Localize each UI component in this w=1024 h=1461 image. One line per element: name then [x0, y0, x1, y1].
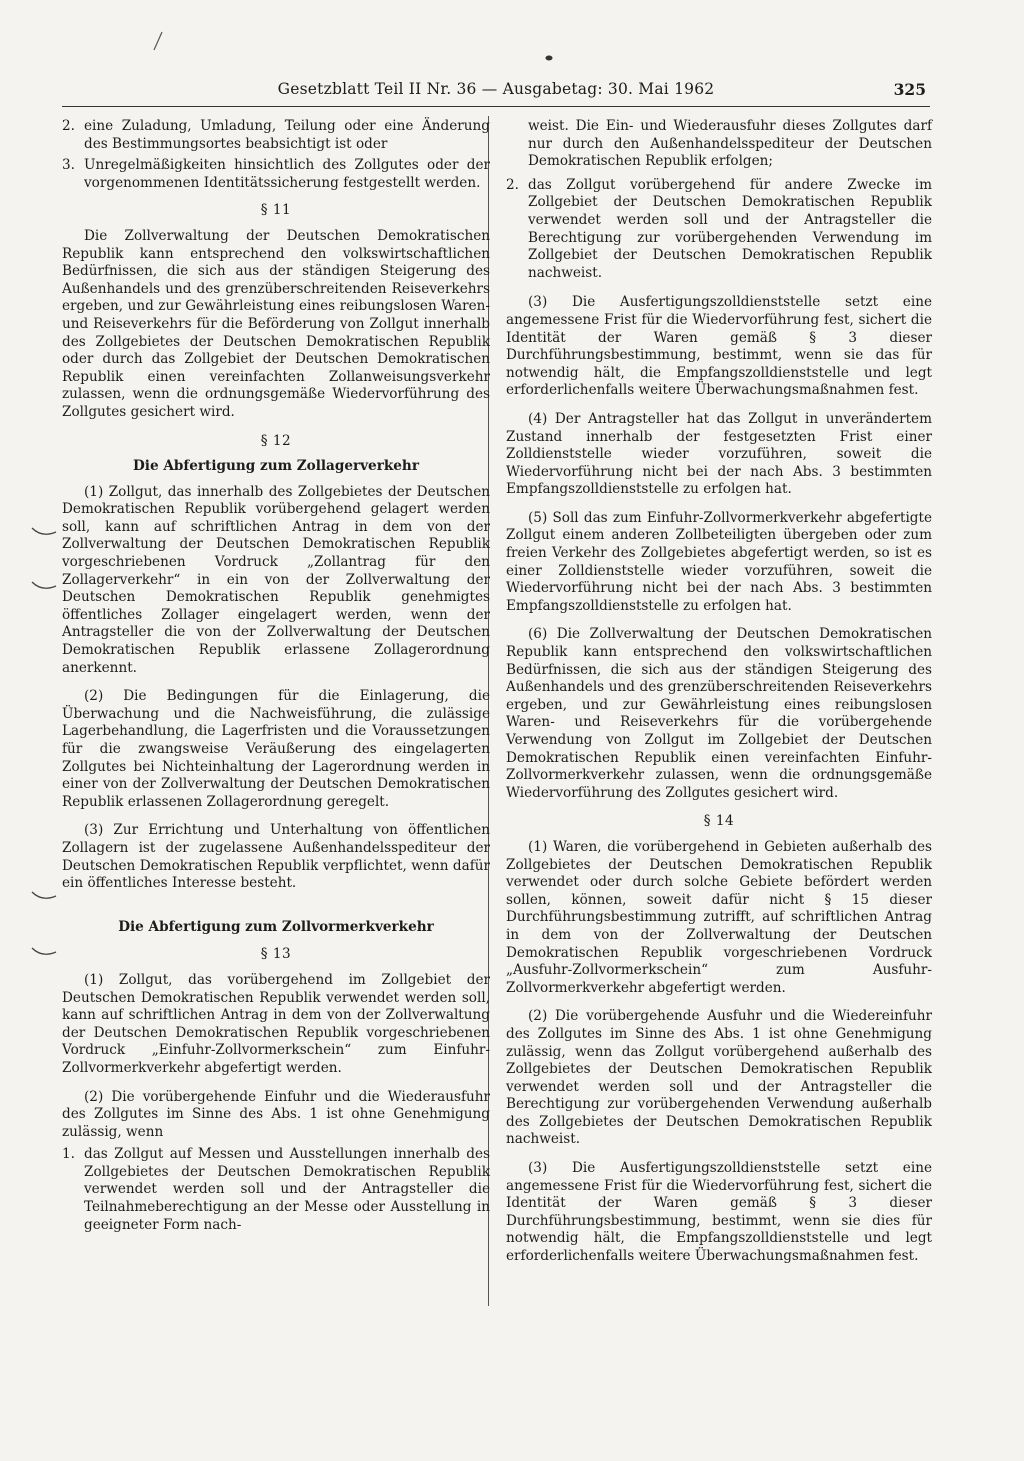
page-number: 325 — [893, 80, 926, 99]
section-heading: Die Abfertigung zum Zollvormerkverkehr — [118, 918, 434, 935]
margin-checkmark-icon — [30, 524, 58, 538]
paragraph: (1) Waren, die vorübergehend in Gebieten außerhalb des Zollgebietes der Deutschen Demokratischen Republik verwendet oder durch solche Gebiete befördert werden sollen, können, soweit dafür nicht § 15 dieser Durchführungsbestimmung zutrifft, auf schriftlichen Antrag in dem von der Zollverwaltung der Deutschen Demokratischen Republik vorgeschriebenen Vordruck „Ausfuhr-Zollvormerkschein“ zum Ausfuhr-Zollvormerkverkehr abgefertigt werden. — [506, 838, 932, 996]
section-label: § 11 — [260, 202, 292, 219]
list-item — [62, 157, 490, 192]
paragraph: (2) Die Bedingungen für die Einlagerung, die Überwachung und die Nachweisführung, die zulässige Lagerbehandlung, die Lagerfristen und die Voraussetzungen für die zwangsweise Veräußerung des eingelagerten Zollgutes bei Nichteinhaltung der Lagerordnung werden in einer von der Zollverwaltung der Deutschen Demokratischen Republik erlassenen Zollagerordnung geregelt. — [62, 688, 490, 810]
item-number: 2. — [506, 176, 519, 193]
list-item-continuation — [506, 118, 932, 171]
margin-checkmark-icon — [30, 944, 58, 958]
paragraph: (4) Der Antragsteller hat das Zollgut in unverändertem Zustand innerhalb der festgesetzten Frist einer Zolldienststelle wieder vorzuführen, soweit die Wiedervorführung nicht bei der nach Abs. 3 bestimmten Empfangszolldienststelle zu erfolgen hat. — [506, 410, 932, 498]
item-text: weist. Die Ein- und Wiederausfuhr dieses Zollgutes darf nur durch den Außenhandelsspediteur der Deutschen Demokratischen Republik erfolgen; — [528, 118, 932, 170]
paragraph: (2) Die vorübergehende Ausfuhr und die Wiedereinfuhr des Zollgutes im Sinne des Abs. 1 ist ohne Genehmigung zulässig, wenn das Zollgut vorübergehend außerhalb des Zollgebietes der Deutschen Demokratischen Republik verwendet werden soll und der Antragsteller die Berechtigung zur vorübergehenden Verwendung außerhalb des Zollgebietes der Deutschen Demokratischen Republik nachweist. — [506, 1008, 932, 1148]
item-text: Unregelmäßigkeiten hinsichtlich des Zollgutes oder der vorgenommenen Identitätssicherung festgestellt werden. — [84, 157, 490, 191]
page-header — [62, 80, 930, 107]
gazette-title: Gesetzblatt Teil II Nr. 36 — Ausgabetag: 30. Mai 1962 — [277, 80, 715, 98]
paragraph: (1) Zollgut, das innerhalb des Zollgebietes der Deutschen Demokratischen Republik vorübergehend gelagert werden soll, kann auf schriftlichen Antrag in dem von der Zollverwaltung der Deutschen Demokratischen Republik vorgeschriebenen Vordruck „Zollantrag für den Zollagerverkehr“ in ein von der Zollverwaltung der Deutschen Demokratischen Republik genehmigtes öffentliches Zollager eingelagert werden, wenn der Antragsteller die von der Zollverwaltung der Deutschen Demokratischen Republik erlassene Zollagerordnung anerkennt. — [62, 483, 490, 676]
paragraph: (5) Soll das zum Einfuhr-Zollvormerkverkehr abgefertigte Zollgut einem anderen Zollbeteiligten übergeben oder zum freien Verkehr des Zollgebietes abgefertigt werden, so ist es einer Zolldienststelle wieder vorzuführen, soweit die Wiedervorführung nicht bei der nach Abs. 3 bestimmten Empfangszolldienststelle zu erfolgen hat. — [506, 509, 932, 614]
paragraph: (2) Die vorübergehende Einfuhr und die Wiederausfuhr des Zollgutes im Sinne des Abs. 1 ist ohne Genehmigung zulässig, wenn — [62, 1088, 490, 1140]
item-text: eine Zuladung, Umladung, Teilung oder eine Änderung des Bestimmungsortes beabsichtigt ist oder — [84, 118, 490, 152]
margin-checkmark-icon — [30, 578, 58, 592]
section-label: § 13 — [260, 946, 292, 963]
ink-dot-icon — [544, 54, 554, 62]
section-label: § 14 — [703, 813, 735, 830]
left-column — [62, 118, 490, 1238]
section-label: § 12 — [260, 432, 292, 449]
right-column — [506, 118, 932, 1277]
list-item — [62, 1146, 490, 1234]
item-text: das Zollgut vorübergehend für andere Zwecke im Zollgebiet der Deutschen Demokratischen Republik verwendet werden soll und der Antragsteller die Berechtigung zur vorübergehenden Verwendung im Zollgebiet der Deutschen Demokratischen Republik nachweist. — [528, 176, 932, 281]
margin-checkmark-icon — [30, 888, 58, 902]
list-item — [62, 118, 490, 153]
paragraph: (3) Die Ausfertigungszolldienststelle setzt eine angemessene Frist für die Wiedervorführung fest, sichert die Identität der Waren gemäß § 3 dieser Durchführungsbestimmung, bestimmt, wenn sie dies für notwendig hält, die Empfangszolldienststelle und legt erforderlichenfalls weitere Überwachungsmaßnahmen fest. — [506, 1160, 932, 1265]
paragraph: (1) Zollgut, das vorübergehend im Zollgebiet der Deutschen Demokratischen Republik verwendet werden soll, kann auf schriftlichen Antrag in dem von der Zollverwaltung der Deutschen Demokratischen Republik vorgeschriebenen Vordruck „Einfuhr-Zollvormerkschein“ zum Einfuhr-Zollvormerkverkehr abgefertigt werden. — [62, 971, 490, 1076]
item-number: 1. — [62, 1146, 75, 1163]
section-heading: Die Abfertigung zum Zollagerverkehr — [133, 458, 419, 475]
item-number: 2. — [62, 118, 75, 134]
pen-mark-icon — [150, 30, 166, 52]
paragraph: (3) Die Ausfertigungszolldienststelle setzt eine angemessene Frist für die Wiedervorführung fest, sichert die Identität der Waren gemäß § 3 dieser Durchführungsbestimmung, bestimmt, wenn sie das für notwendig hält, die Empfangszolldienststelle und legt erforderlichenfalls weitere Überwachungsmaßnahmen fest. — [506, 294, 932, 399]
paragraph: Die Zollverwaltung der Deutschen Demokratischen Republik kann entsprechend den volkswirtschaftlichen Bedürfnissen, die sich aus der ständigen Steigerung des Außenhandels und des grenzüberschreitenden Reiseverkehrs ergeben, und zur Gewährleistung eines reibungslosen Waren- und Reiseverkehrs für die Beförderung von Zollgut innerhalb des Zollgebietes der Deutschen Demokratischen Republik oder durch das Zollgebiet der Deutschen Demokratischen Republik einen vereinfachten Zollanweisungsverkehr zulassen, wenn die ordnungsgemäße Wiedervorführung des Zollgutes gesichert wird. — [62, 227, 490, 420]
item-number: 3. — [62, 157, 75, 174]
item-text: das Zollgut auf Messen und Ausstellungen innerhalb des Zollgebietes der Deutschen Demokratischen Republik verwendet werden soll und der Antragsteller die Teilnahmeberechtigung an der Messe oder Ausstellung in geeigneter Form nach- — [84, 1146, 490, 1233]
paragraph: (6) Die Zollverwaltung der Deutschen Demokratischen Republik kann entsprechend den volkswirtschaftlichen Bedürfnissen, die sich aus der ständigen Steigerung des Außenhandels und des grenzüberschreitenden Reiseverkehrs ergeben, und zur Gewährleistung eines reibungslosen Waren- und Reiseverkehrs für die vorübergehende Verwendung von Zollgut im Zollgebiet der Deutschen Demokratischen Republik einen vereinfachten Einfuhr-Zollvormerkverkehr zulassen, wenn die ordnungsgemäße Wiedervorführung des Zollgutes gesichert wird. — [506, 626, 932, 801]
paragraph: (3) Zur Errichtung und Unterhaltung von öffentlichen Zollagern ist der zugelassene Außenhandelsspediteur der Deutschen Demokratischen Republik verpflichtet, wenn dafür ein öffentliches Interesse besteht. — [62, 822, 490, 892]
list-item — [506, 177, 932, 283]
